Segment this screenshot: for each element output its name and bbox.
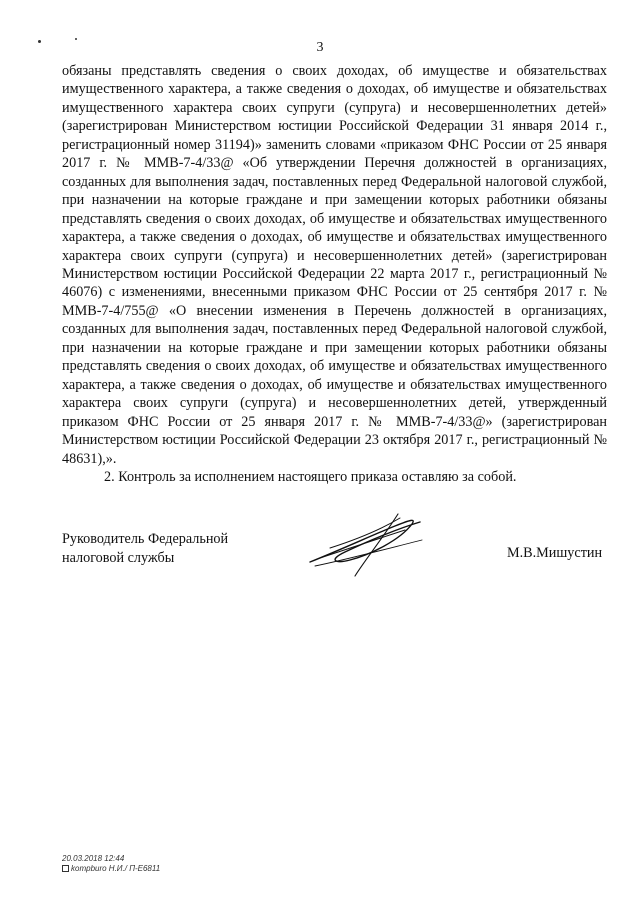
signature-icon (300, 500, 430, 580)
signatory-name: М.В.Мишустин (507, 545, 603, 561)
signatory-title-line: Руководитель Федеральной (62, 531, 229, 547)
footer-timestamp: 20.03.2018 12:44 (62, 854, 125, 863)
file-icon (62, 865, 69, 872)
page-number: 3 (316, 40, 324, 55)
signatory-title-line: налоговой службы (62, 549, 175, 566)
signatory-title (62, 530, 228, 567)
document-body (62, 62, 607, 486)
body-paragraph: обязаны представлять сведения о своих доходах, об имуществе и обязательствах имущественного характера, а также сведения о доходах, об имуществе и обязательствах имущественного характера своих супруги (супруга) и несовершеннолетних детей» (зарегистрирован Министерством юстиции Российской Федерации 31 января 2014 г., регистрационный номер 31194)» заменить словами «приказом ФНС России от 25 января 2017 г. № ММВ-7-4/33@ «Об утверждении Перечня должностей в организациях, созданных для выполнения задач, поставленных перед Федеральной налоговой службой, при назначении на которые граждане и при замещении которых работники обязаны представлять сведения о своих доходах, об имуществе и обязательствах имущественного характера, а также сведения о доходах, об имуществе и обязательствах имущественного характера своих супруги (супруга) и несовершеннолетних детей» (зарегистрирован Министерством юстиции Российской Федерации 22 марта 2017 г., регистрационный № 46076) с изменениями, внесенными приказом ФНС России от 25 сентября 2017 г. № ММВ-7-4/755@ «О внесении изменения в Перечень должностей в организациях, созданных для выполнения задач, поставленных перед Федеральной налоговой службой, при назначении на которые граждане и при замещении которых работники обязаны представлять сведения о своих доходах, об имуществе и обязательствах имущественного характера, а также сведения о доходах, об имуществе и обязательствах имущественного характера своих супруги (супруга) и несовершеннолетних детей, утвержденный приказом ФНС России от 25 января 2017 г. № ММВ-7-4/33@» (зарегистрирован Министерством юстиции Российской Федерации 23 октября 2017 г., регистрационный № 48631),». (62, 63, 607, 467)
footer-meta (62, 854, 160, 874)
body-paragraph: 2. Контроль за исполнением настоящего приказа оставляю за собой. (104, 468, 517, 485)
footer-file-ref: kompburo Н.И./ П-Е6811 (71, 864, 161, 873)
footer-file-ref-row (62, 864, 160, 874)
